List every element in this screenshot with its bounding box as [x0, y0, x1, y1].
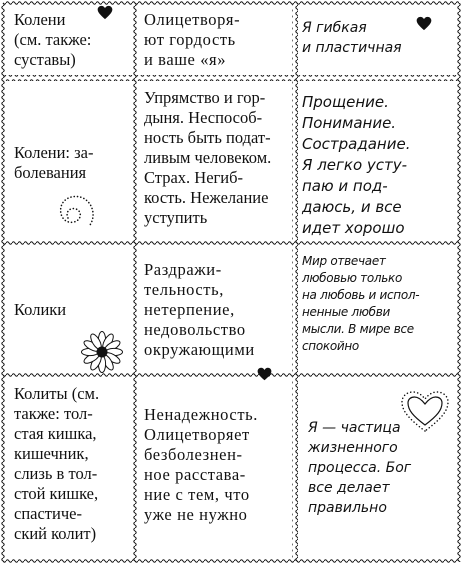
row-divider-top [3, 0, 459, 6]
heart-icon [257, 367, 272, 381]
column-divider-left [0, 3, 6, 562]
heart-icon [97, 5, 113, 20]
text-line: на любовь и испол- [302, 288, 420, 302]
row-divider-bottom [3, 559, 459, 565]
text-line: недовольство [144, 320, 246, 339]
row-1-cause [144, 10, 292, 70]
text-line: болевания [14, 163, 87, 182]
text-line: Страх. Негиб- [144, 168, 243, 187]
row-divider-2 [3, 240, 459, 246]
text-line: Колени [14, 10, 66, 29]
text-line: Мир отвечает [302, 254, 386, 268]
text-line: кость. Нежелание [144, 188, 269, 207]
text-line: Я легко усту- [302, 156, 408, 174]
text-line: Олицетворяет [144, 425, 250, 444]
text-line: уступить [144, 208, 208, 227]
text-line: Упрямство и гор- [144, 88, 266, 107]
row-2-affirmation [302, 92, 450, 239]
row-divider-1 [3, 75, 459, 81]
text-line: Сострадание. [302, 135, 411, 153]
row-4-cause [144, 405, 292, 525]
text-line: паю и под- [302, 177, 388, 195]
text-line: ное расстава- [144, 465, 246, 484]
text-line: и пластичная [302, 40, 402, 56]
text-line: Я гибкая [302, 20, 367, 36]
text-line: ют гордость [144, 30, 236, 49]
row-3-cause [144, 260, 292, 360]
text-line: слизь в тол- [14, 464, 98, 483]
text-line: процесса. Бог [308, 460, 412, 476]
text-line: дыня. Неспособ- [144, 108, 263, 127]
text-line: также: тол- [14, 404, 93, 423]
text-line: (см. также: [14, 30, 92, 49]
text-line: ние с тем, что [144, 485, 250, 504]
text-line: жизненного [308, 440, 398, 456]
text-line: спастиче- [14, 504, 82, 523]
daisy-flower-icon [80, 330, 124, 374]
row-divider-3 [3, 372, 459, 378]
text-line: Колени: за- [14, 143, 94, 162]
text-line: Колиты (см. [14, 384, 100, 403]
text-line: Раздражи- [144, 260, 222, 279]
text-line: безболезнен- [144, 445, 243, 464]
text-line: спокойно [302, 339, 359, 353]
text-line: Я — частица [308, 420, 401, 436]
text-line: идет хорошо [302, 219, 405, 237]
text-line: ность быть подат- [144, 128, 271, 147]
text-line: ненные любви [302, 305, 391, 319]
text-line: любовью только [302, 271, 403, 285]
text-line: кишечник, [14, 444, 89, 463]
text-line: даюсь, и все [302, 198, 402, 216]
row-1-term [14, 10, 132, 70]
heart-icon [416, 16, 432, 31]
text-line: стая кишка, [14, 424, 97, 443]
dotted-spiral-icon [52, 188, 106, 232]
text-line: суставы) [14, 50, 76, 69]
text-line: правильно [308, 500, 387, 516]
text-line: уже не нужно [144, 505, 248, 524]
text-line: все делает [308, 480, 390, 496]
text-line: Понимание. [302, 114, 397, 132]
text-line: нетерпение, [144, 300, 235, 319]
row-3-affirmation [302, 253, 450, 355]
text-line: окружающими [144, 340, 255, 359]
text-line: и ваше «я» [144, 50, 227, 69]
text-line: ливым человеком. [144, 148, 272, 167]
row-4-term [14, 384, 132, 544]
column-divider-2 [292, 3, 298, 562]
row-2-cause [144, 88, 292, 228]
row-2-term [14, 143, 132, 183]
text-line: ский колит) [14, 524, 97, 543]
text-line: Колики [14, 300, 67, 319]
text-line: мысли. В мире все [302, 322, 414, 336]
outline-heart-icon [399, 389, 451, 435]
row-3-term [14, 300, 132, 320]
text-line: Прощение. [302, 93, 389, 111]
column-divider-1 [132, 3, 138, 562]
text-line: стой кишке, [14, 484, 99, 503]
text-line: Ненадежность. [144, 405, 258, 424]
text-line: Олицетворя- [144, 10, 241, 29]
text-line: тельность, [144, 280, 224, 299]
